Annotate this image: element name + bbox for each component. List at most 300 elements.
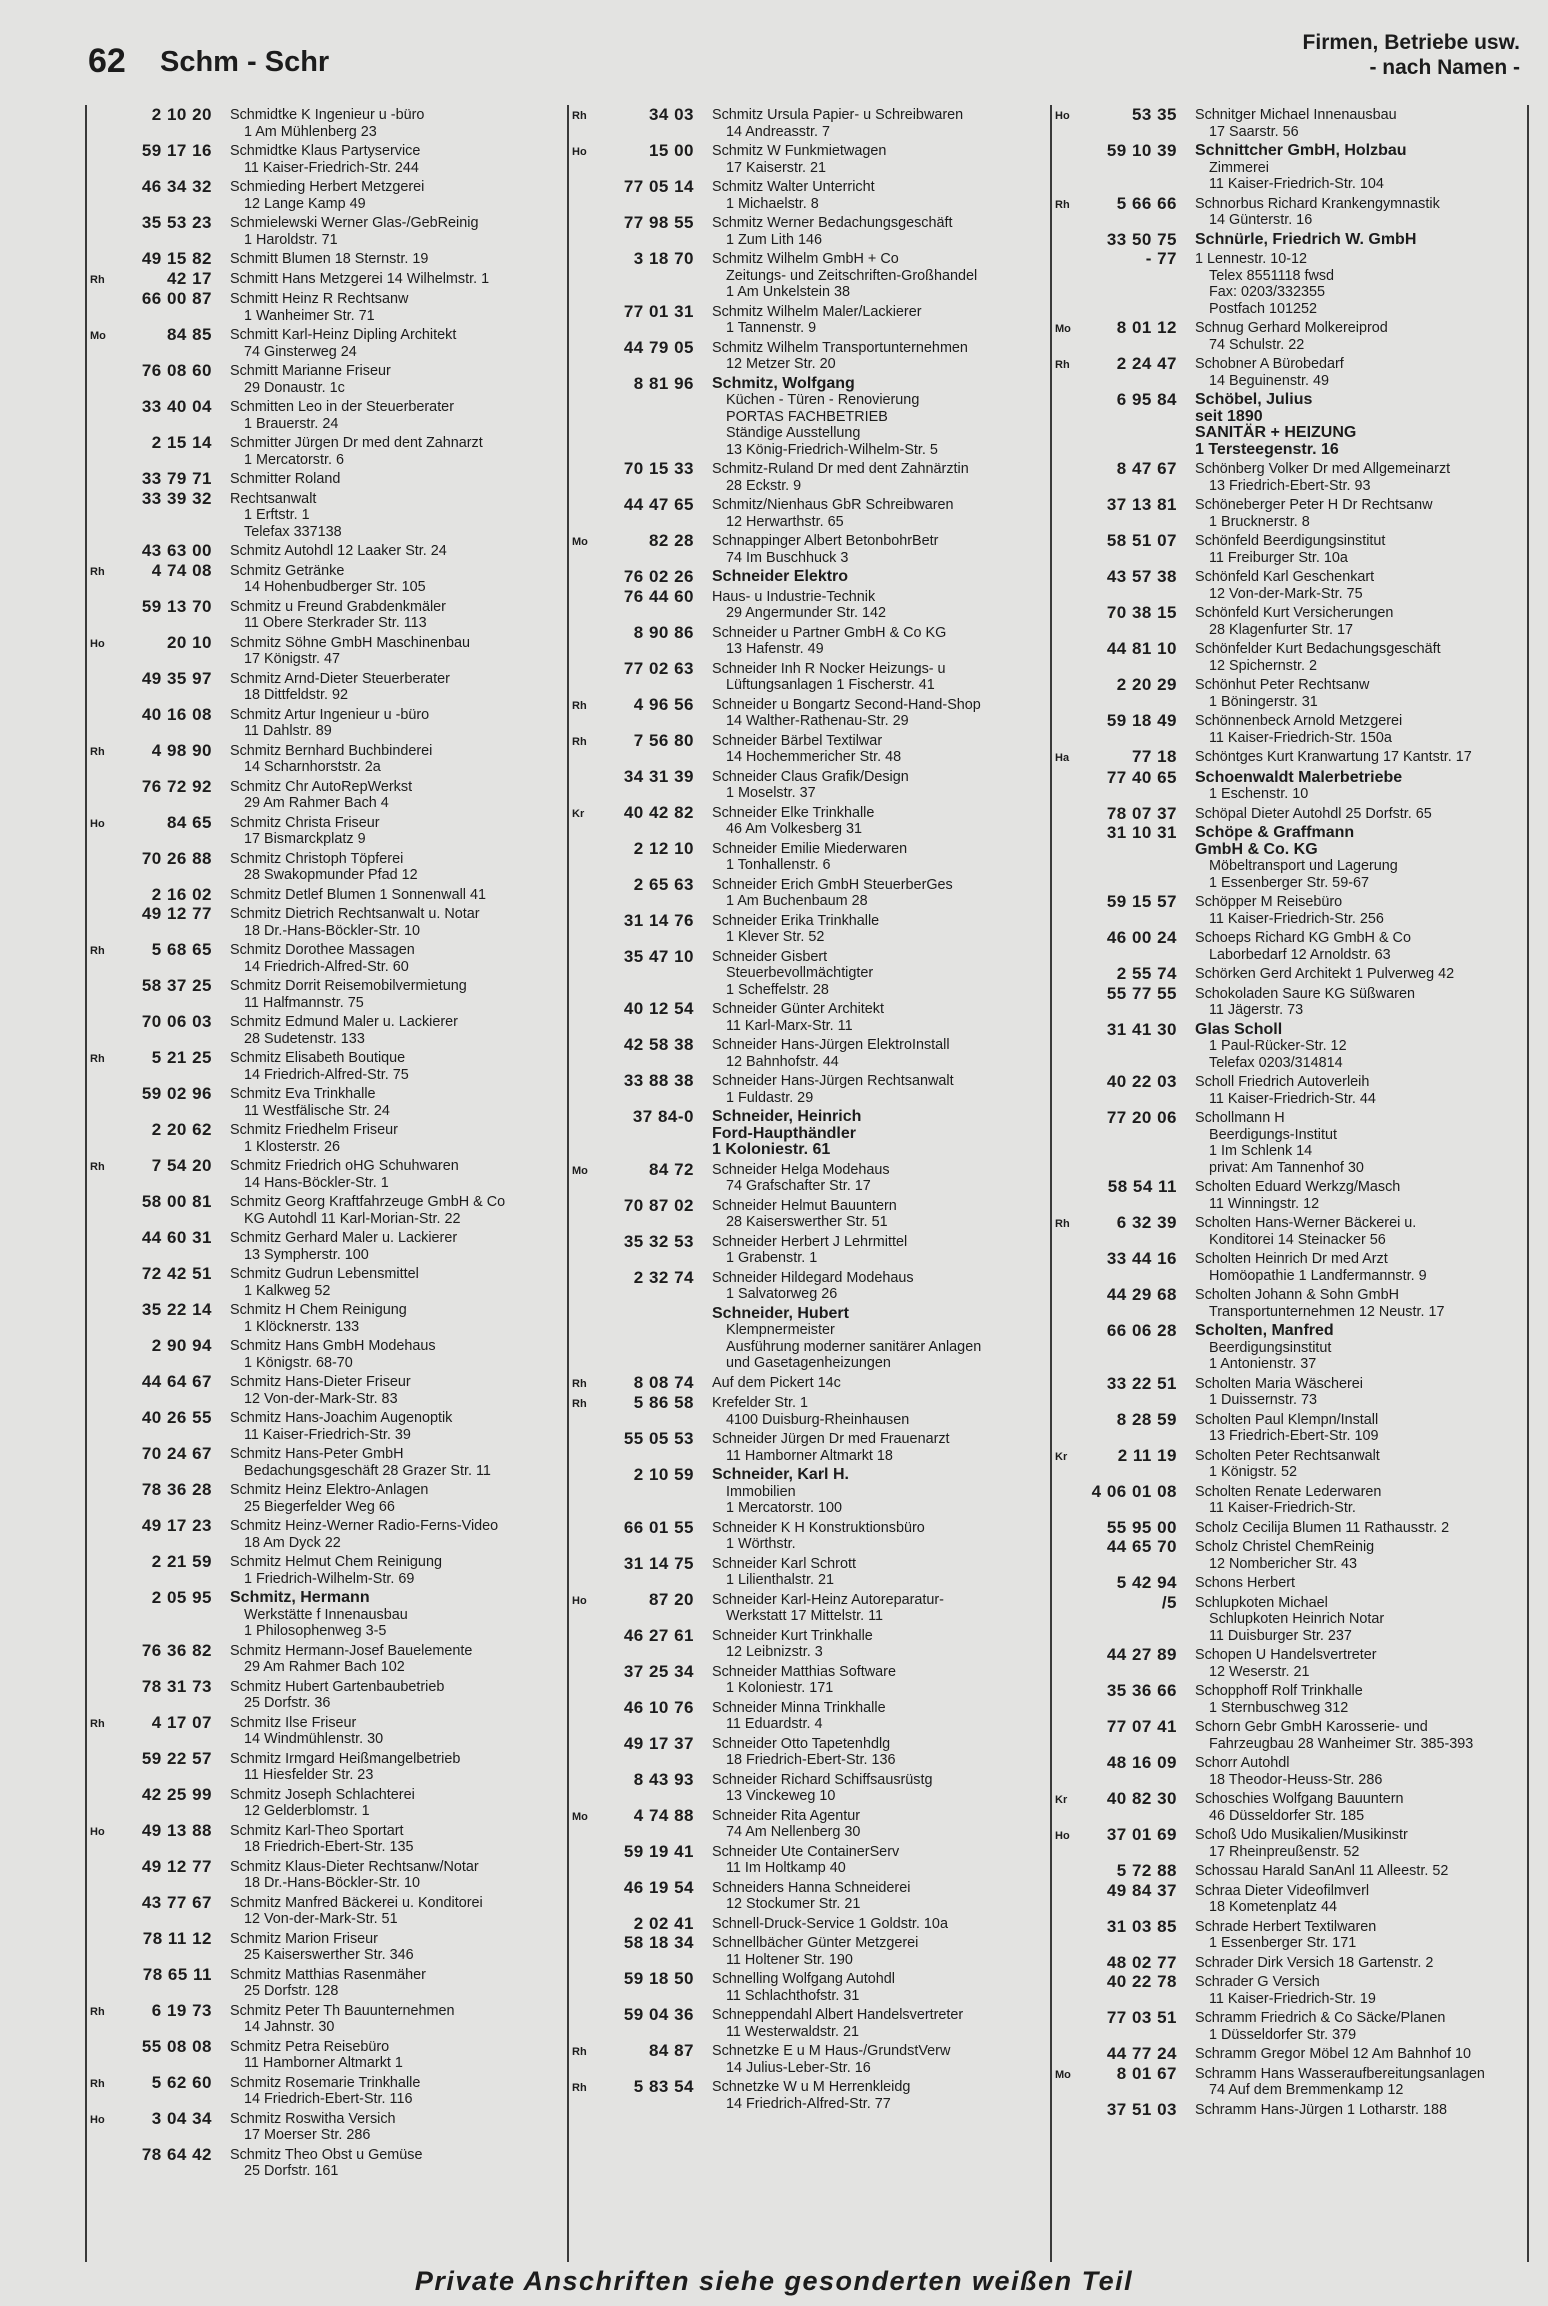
list-item bbox=[87, 1192, 560, 1228]
phone-number: /5 bbox=[1161, 1592, 1177, 1612]
phone-number: 8 01 12 bbox=[1116, 318, 1177, 337]
district-code bbox=[87, 1967, 116, 2000]
entry-line: Bedachungsgeschäft 28 Grazer Str. 11 bbox=[244, 1462, 491, 1479]
phone-number: 42 25 99 bbox=[141, 1784, 212, 1804]
list-item bbox=[1052, 2100, 1527, 2120]
entry-line: 29 Am Rahmer Bach 102 bbox=[244, 1659, 405, 1675]
entry-line: 1 Eschenstr. 10 bbox=[1209, 786, 1309, 802]
entry-details bbox=[230, 635, 560, 668]
entry-line: Telefax 337138 bbox=[244, 523, 342, 540]
entry-line: 28 Klagenfurter Str. 17 bbox=[1209, 621, 1353, 638]
entry-details bbox=[1195, 1919, 1527, 1952]
phone-number: 2 32 74 bbox=[633, 1267, 694, 1287]
entry-line: 11 Holtener Str. 190 bbox=[726, 1951, 853, 1968]
district-code: Rh bbox=[90, 565, 105, 578]
phone-number: 58 18 34 bbox=[623, 1933, 694, 1952]
list-item bbox=[87, 1156, 560, 1192]
entry-details bbox=[230, 1266, 560, 1299]
entry-name: Schneider Günter Architekt bbox=[712, 1001, 884, 1017]
entry-name: Schnelling Wolfgang Autohdl bbox=[712, 1971, 895, 1987]
district-code bbox=[569, 841, 598, 874]
entry-line: 13 Friedrich-Ebert-Str. 109 bbox=[1209, 1428, 1379, 1444]
phone-number: 55 77 55 bbox=[1106, 983, 1177, 1003]
entry-details bbox=[1195, 677, 1527, 710]
entry-line: 74 Grafschafter Str. 17 bbox=[726, 1178, 871, 1194]
entry-details bbox=[712, 376, 1043, 459]
entry-details bbox=[230, 471, 560, 488]
entry-name: Schneider Elke Trinkhalle bbox=[712, 804, 875, 821]
district-code bbox=[87, 1086, 116, 1119]
entry-line: 14 Friedrich-Alfred-Str. 75 bbox=[244, 1066, 409, 1083]
entry-name: Schönfeld Beerdigungsinstitut bbox=[1195, 533, 1386, 549]
entry-details bbox=[712, 1808, 1043, 1841]
entry-details bbox=[230, 1518, 560, 1551]
list-item bbox=[87, 1336, 560, 1372]
list-item bbox=[569, 1969, 1043, 2005]
list-item bbox=[87, 1480, 560, 1516]
entry-line: 11 Hamborner Altmarkt 1 bbox=[244, 2055, 403, 2071]
district-code: Ha bbox=[1055, 752, 1070, 764]
entry-name: Schmitz Marion Friseur bbox=[230, 1930, 378, 1947]
list-item bbox=[87, 1965, 560, 2001]
list-item bbox=[569, 731, 1043, 767]
phone-number: 77 18 bbox=[1131, 747, 1177, 766]
entry-details bbox=[230, 815, 560, 848]
entry-details bbox=[1195, 533, 1527, 566]
list-item bbox=[569, 1734, 1043, 1770]
phone-number: 77 07 41 bbox=[1106, 1717, 1177, 1736]
district-code bbox=[569, 2007, 598, 2040]
phone-number: 44 81 10 bbox=[1106, 639, 1177, 658]
list-item bbox=[569, 1196, 1043, 1232]
entry-line: SANITÄR + HEIZUNG bbox=[1195, 424, 1357, 441]
list-item bbox=[87, 561, 560, 597]
entry-line: 28 Kaiserswerther Str. 51 bbox=[726, 1214, 888, 1230]
entry-details bbox=[1195, 605, 1527, 638]
entry-name: Schmitz Peter Th Bauunternehmen bbox=[230, 2002, 455, 2019]
entry-details bbox=[712, 179, 1043, 212]
district-code bbox=[87, 1014, 116, 1047]
entry-line: 11 Kaiser-Friedrich-Str. 19 bbox=[1209, 1990, 1376, 2007]
district-code: Rh bbox=[1055, 198, 1070, 211]
phone-number: 2 90 94 bbox=[151, 1336, 212, 1355]
list-item bbox=[1052, 1213, 1527, 1249]
entry-details bbox=[712, 304, 1043, 337]
entry-name: Schmitz Heinz-Werner Radio-Ferns-Video bbox=[230, 1518, 499, 1534]
entry-name: Schokoladen Saure KG Süßwaren bbox=[1195, 985, 1415, 1002]
entry-details bbox=[1195, 356, 1527, 389]
list-item bbox=[1052, 1953, 1527, 1973]
phone-number: 33 22 51 bbox=[1106, 1373, 1177, 1393]
entry-details bbox=[230, 1338, 560, 1371]
entry-name: Auf dem Pickert 14c bbox=[712, 1374, 841, 1391]
entry-name: Schmitz Hans-Peter GmbH bbox=[230, 1446, 404, 1462]
district-code bbox=[569, 1736, 598, 1769]
entry-name: Schmitz Joseph Schlachterei bbox=[230, 1786, 415, 1803]
entry-details bbox=[712, 1073, 1043, 1106]
list-item bbox=[569, 1429, 1043, 1465]
entry-line: 17 Saarstr. 56 bbox=[1209, 123, 1299, 140]
entry-details bbox=[230, 1787, 560, 1820]
district-code bbox=[1052, 461, 1081, 494]
entry-details bbox=[1195, 1412, 1527, 1445]
phone-number: 33 44 16 bbox=[1106, 1249, 1177, 1268]
phone-number: 59 22 57 bbox=[141, 1748, 212, 1768]
phone-number: 46 00 24 bbox=[1106, 928, 1177, 947]
district-code: Rh bbox=[572, 2082, 587, 2094]
entry-name: Glas Scholl bbox=[1195, 1020, 1283, 1038]
list-item bbox=[1052, 1108, 1527, 1177]
phone-number: 31 14 76 bbox=[623, 910, 694, 930]
entry-details bbox=[1195, 1448, 1527, 1481]
entry-line: 29 Am Rahmer Bach 4 bbox=[244, 795, 389, 811]
entry-name: Schnellbächer Günter Metzgerei bbox=[712, 1935, 919, 1951]
entry-line: 14 Scharnhorststr. 2a bbox=[244, 759, 381, 775]
entry-details bbox=[712, 107, 1043, 140]
entry-details bbox=[1195, 196, 1527, 229]
list-item bbox=[569, 105, 1043, 141]
phone-number: 40 12 54 bbox=[623, 999, 694, 1018]
phone-number: 84 65 bbox=[166, 812, 212, 832]
phone-number: 2 15 14 bbox=[151, 433, 212, 452]
entry-name: Schmitz Petra Reisebüro bbox=[230, 2038, 390, 2055]
list-item bbox=[1052, 1573, 1527, 1593]
entry-details bbox=[712, 1664, 1043, 1697]
entry-line: 1 Paul-Rücker-Str. 12 bbox=[1209, 1038, 1347, 1054]
entry-name: Krefelder Str. 1 bbox=[712, 1395, 808, 1411]
phone-number: 7 54 20 bbox=[151, 1156, 212, 1175]
phone-number: 5 62 60 bbox=[151, 2072, 212, 2092]
entry-name: Schneider Kurt Trinkhalle bbox=[712, 1627, 873, 1644]
list-item bbox=[87, 1893, 560, 1929]
entry-details bbox=[712, 1628, 1043, 1661]
district-code: Ho bbox=[572, 1594, 587, 1607]
entry-line: Werkstatt 17 Mittelstr. 11 bbox=[726, 1608, 884, 1624]
entry-details bbox=[712, 913, 1043, 946]
entry-details bbox=[712, 1234, 1043, 1267]
entry-line: 11 Kaiser-Friedrich-Str. bbox=[1209, 1500, 1356, 1516]
district-code bbox=[87, 599, 116, 632]
district-code bbox=[87, 1338, 116, 1371]
phone-number: 5 42 94 bbox=[1116, 1573, 1177, 1592]
entry-details bbox=[712, 877, 1043, 910]
entry-details bbox=[230, 887, 560, 904]
list-item bbox=[87, 2145, 560, 2181]
entry-details bbox=[712, 251, 1043, 301]
entry-details bbox=[230, 1446, 560, 1479]
entry-line: 14 Hans-Böckler-Str. 1 bbox=[244, 1174, 389, 1191]
district-code bbox=[87, 1302, 116, 1335]
entry-name: Schmitt Marianne Friseur bbox=[230, 363, 391, 379]
district-code: Rh bbox=[1055, 359, 1070, 371]
district-code bbox=[569, 1001, 598, 1034]
entry-line: Schlupkoten Heinrich Notar bbox=[1209, 1611, 1385, 1627]
list-item bbox=[569, 1465, 1043, 1518]
entry-details bbox=[230, 291, 560, 324]
entry-line: 11 Dahlstr. 89 bbox=[244, 723, 332, 739]
entry-name: Rechtsanwalt bbox=[230, 490, 317, 507]
list-item bbox=[1052, 639, 1527, 675]
phone-number: 4 96 56 bbox=[633, 694, 694, 714]
phone-number: 37 13 81 bbox=[1106, 495, 1177, 514]
entry-name: Schmitz Hans-Joachim Augenoptik bbox=[230, 1410, 453, 1426]
entry-name: Schmitz Chr AutoRepWerkst bbox=[230, 778, 413, 795]
entry-details bbox=[712, 1467, 1043, 1517]
entry-details bbox=[712, 589, 1043, 622]
entry-details bbox=[230, 1931, 560, 1964]
list-item bbox=[1052, 2008, 1527, 2044]
entry-line: GmbH & Co. KG bbox=[1195, 840, 1318, 858]
list-item bbox=[1052, 354, 1527, 390]
district-code bbox=[1052, 1755, 1081, 1788]
district-code bbox=[87, 363, 116, 396]
phone-number: 49 17 37 bbox=[623, 1733, 694, 1753]
list-item bbox=[87, 1408, 560, 1444]
entry-name: Schmitz Arnd-Dieter Steuerberater bbox=[230, 670, 450, 687]
phone-number: 78 36 28 bbox=[141, 1480, 212, 1499]
phone-number: 5 86 58 bbox=[633, 1393, 694, 1412]
entry-line: 12 Lange Kamp 49 bbox=[244, 195, 366, 212]
phone-number: 4 06 01 08 bbox=[1091, 1481, 1177, 1501]
entry-name: Schneider Hildegard Modehaus bbox=[712, 1269, 914, 1286]
entry-name: Schmitz Wilhelm Transportunternehmen bbox=[712, 339, 968, 356]
entry-line: Homöopathie 1 Landfermannstr. 9 bbox=[1209, 1267, 1427, 1284]
district-code bbox=[1052, 677, 1081, 710]
district-code bbox=[569, 625, 598, 658]
list-item bbox=[1052, 804, 1527, 824]
entry-details bbox=[1195, 713, 1527, 746]
phone-number: 31 14 75 bbox=[623, 1553, 694, 1573]
entry-name: Schmitt Karl-Heinz Dipling Architekt bbox=[230, 327, 457, 343]
entry-name: Schmitz H Chem Reinigung bbox=[230, 1302, 407, 1318]
entry-details bbox=[1195, 1955, 1527, 1972]
list-item bbox=[569, 1770, 1043, 1806]
district-code bbox=[87, 491, 116, 541]
entry-line: Laborbedarf 12 Arnoldstr. 63 bbox=[1209, 946, 1391, 963]
entry-name: Schmidtke Klaus Partyservice bbox=[230, 143, 421, 159]
district-code bbox=[87, 1859, 116, 1892]
district-code bbox=[569, 340, 598, 373]
entry-details bbox=[712, 1162, 1043, 1195]
entry-name: Schmitz, Wolfgang bbox=[712, 374, 855, 392]
phone-number: 49 15 82 bbox=[141, 249, 212, 268]
entry-line: 1 Klöcknerstr. 133 bbox=[244, 1318, 360, 1335]
entry-line: 1 Scheffelstr. 28 bbox=[726, 981, 829, 998]
district-code: Rh bbox=[572, 699, 587, 712]
entry-details bbox=[712, 215, 1043, 248]
district-code bbox=[1052, 1883, 1081, 1916]
column-2 bbox=[567, 105, 1043, 2262]
district-code: Ho bbox=[90, 1825, 105, 1838]
list-item bbox=[1052, 1072, 1527, 1108]
phone-number: 55 08 08 bbox=[141, 2036, 212, 2056]
entry-details bbox=[230, 179, 560, 212]
entry-details bbox=[712, 1935, 1043, 1968]
entry-line: 4100 Duisburg-Rheinhausen bbox=[726, 1411, 910, 1428]
entry-line: 13 Friedrich-Ebert-Str. 93 bbox=[1209, 477, 1371, 494]
list-item bbox=[87, 1821, 560, 1857]
entry-details bbox=[230, 743, 560, 776]
entry-line: 11 Westerwaldstr. 21 bbox=[726, 2023, 860, 2040]
phone-number: 77 01 31 bbox=[623, 301, 694, 321]
phone-number: 59 18 49 bbox=[1106, 711, 1177, 730]
district-code: Rh bbox=[572, 1377, 587, 1390]
list-item bbox=[569, 587, 1043, 623]
district-code: Mo bbox=[572, 536, 588, 548]
entry-line: Fahrzeugbau 28 Wanheimer Str. 385-393 bbox=[1209, 1735, 1474, 1752]
phone-number: 8 28 59 bbox=[1116, 1409, 1177, 1429]
entry-name: Schmitz Manfred Bäckerei u. Konditorei bbox=[230, 1894, 483, 1911]
entry-details bbox=[1195, 251, 1527, 317]
district-code: Kr bbox=[1055, 1794, 1068, 1806]
entry-details bbox=[1195, 1110, 1527, 1176]
district-code bbox=[87, 251, 116, 268]
entry-details bbox=[230, 327, 560, 360]
entry-name: Schmidtke K Ingenieur u -büro bbox=[230, 107, 425, 123]
entry-name: Schopphoff Rolf Trinkhalle bbox=[1195, 1683, 1363, 1699]
district-code bbox=[1052, 1074, 1081, 1107]
entry-name: Schmitt Blumen 18 Sternstr. 19 bbox=[230, 251, 429, 267]
entry-details bbox=[230, 271, 560, 289]
entry-line: 13 Sympherstr. 100 bbox=[244, 1246, 369, 1263]
phone-number: 3 18 70 bbox=[633, 249, 694, 268]
district-code bbox=[569, 304, 598, 337]
district-code bbox=[87, 1643, 116, 1676]
phone-number: 31 10 31 bbox=[1106, 823, 1177, 842]
phone-number: 2 24 47 bbox=[1116, 354, 1177, 373]
entry-details bbox=[230, 942, 560, 975]
district-code: Kr bbox=[572, 807, 585, 820]
section-title-line1: Firmen, Betriebe usw. bbox=[1302, 31, 1520, 54]
list-item bbox=[87, 669, 560, 705]
entry-line: 12 Herwarthstr. 65 bbox=[726, 513, 844, 530]
entry-name: Schnetzke W u M Herrenkleidg bbox=[712, 2079, 911, 2095]
entry-details bbox=[712, 949, 1043, 999]
entry-name: Schrade Herbert Textilwaren bbox=[1195, 1918, 1377, 1935]
entry-name: Schnug Gerhard Molkereiprod bbox=[1195, 320, 1388, 336]
phone-number: 44 64 67 bbox=[141, 1372, 212, 1391]
entry-line: 11 Westfälische Str. 24 bbox=[244, 1102, 390, 1119]
entry-details bbox=[1195, 1251, 1527, 1284]
phone-number: 59 17 16 bbox=[141, 141, 212, 160]
list-item bbox=[569, 459, 1043, 495]
list-item bbox=[1052, 249, 1527, 318]
phone-number: 20 10 bbox=[166, 632, 212, 652]
district-code bbox=[1052, 770, 1081, 803]
phone-number: 2 10 20 bbox=[151, 105, 212, 124]
entry-name: Schmitz W Funkmietwagen bbox=[712, 143, 887, 159]
entry-details bbox=[230, 1823, 560, 1856]
entry-name: Schörken Gerd Architekt 1 Pulverweg 42 bbox=[1195, 966, 1455, 982]
list-item bbox=[87, 177, 560, 213]
phone-number: 59 15 57 bbox=[1106, 892, 1177, 911]
district-code bbox=[569, 1109, 598, 1159]
list-item bbox=[87, 361, 560, 397]
list-item bbox=[87, 849, 560, 885]
entry-name: Schons Herbert bbox=[1195, 1575, 1295, 1591]
entry-name: Schneppendahl Albert Handelsvertreter bbox=[712, 2007, 964, 2023]
phone-number: 4 74 08 bbox=[151, 560, 212, 580]
entry-details bbox=[712, 1395, 1043, 1428]
district-code bbox=[1052, 497, 1081, 530]
entry-line: 1 Am Buchenbaum 28 bbox=[726, 893, 868, 909]
district-code bbox=[87, 1266, 116, 1299]
phone-number: 40 16 08 bbox=[141, 704, 212, 724]
district-code bbox=[569, 1520, 598, 1553]
phone-number: 2 10 59 bbox=[633, 1465, 694, 1484]
entry-details bbox=[230, 779, 560, 812]
entry-name: Schlupkoten Michael bbox=[1195, 1594, 1328, 1611]
entry-line: privat: Am Tannenhof 30 bbox=[1209, 1159, 1364, 1176]
list-item bbox=[1052, 194, 1527, 230]
entry-name: Schmitz Walter Unterricht bbox=[712, 179, 875, 195]
entry-line: 1 Zum Lith 146 bbox=[726, 231, 822, 248]
entry-name: Schmitz Friedhelm Friseur bbox=[230, 1122, 398, 1138]
phone-number: 78 65 11 bbox=[142, 1964, 212, 1984]
phone-number: 2 55 74 bbox=[1116, 964, 1177, 983]
entry-line: 14 Hohenbudberger Str. 105 bbox=[244, 579, 426, 595]
entry-name: Schmitz Gudrun Lebensmittel bbox=[230, 1266, 419, 1282]
district-code bbox=[1052, 1520, 1081, 1537]
phone-number: 8 01 67 bbox=[1116, 2063, 1177, 2083]
phone-number: 2 20 62 bbox=[151, 1120, 212, 1139]
entry-name: Scholten Renate Lederwaren bbox=[1195, 1483, 1382, 1500]
district-code bbox=[87, 1446, 116, 1479]
entry-details bbox=[712, 569, 1043, 586]
list-item bbox=[1052, 1482, 1527, 1518]
phone-number: 37 25 34 bbox=[623, 1661, 694, 1681]
district-code: Rh bbox=[90, 273, 105, 286]
list-item bbox=[569, 338, 1043, 374]
entry-name: Schmitz Dorothee Massagen bbox=[230, 942, 415, 958]
phone-number: 59 13 70 bbox=[141, 596, 212, 616]
entry-line: 74 Schulstr. 22 bbox=[1209, 336, 1305, 353]
district-code bbox=[87, 1751, 116, 1784]
entry-line: Ford-Haupthändler bbox=[712, 1124, 856, 1142]
entry-details bbox=[230, 1859, 560, 1892]
entry-line: 1 Antonienstr. 37 bbox=[1209, 1356, 1317, 1372]
list-item bbox=[1052, 964, 1527, 984]
entry-line: 11 Eduardstr. 4 bbox=[726, 1716, 823, 1732]
entry-details bbox=[230, 1643, 560, 1676]
entry-details bbox=[712, 1001, 1043, 1034]
entry-line: 12 Von-der-Mark-Str. 51 bbox=[244, 1911, 398, 1927]
entry-line: 18 Friedrich-Ebert-Str. 135 bbox=[244, 1839, 414, 1855]
district-code bbox=[1052, 1179, 1081, 1212]
district-code bbox=[87, 1230, 116, 1263]
district-code bbox=[569, 1628, 598, 1661]
phone-number: 6 19 73 bbox=[151, 2000, 212, 2020]
list-item bbox=[569, 2005, 1043, 2041]
entry-line: 14 Jahnstr. 30 bbox=[244, 2019, 335, 2035]
entry-line: 46 Am Volkesberg 31 bbox=[726, 821, 863, 837]
district-code bbox=[87, 671, 116, 704]
phone-number: 8 08 74 bbox=[633, 1372, 694, 1392]
phone-number: 49 17 23 bbox=[141, 1516, 212, 1535]
entry-line: 1 Klosterstr. 26 bbox=[244, 1138, 340, 1155]
entry-name: Schneider Richard Schiffsausrüstg bbox=[712, 1771, 933, 1788]
list-item bbox=[87, 1012, 560, 1048]
entry-line: 11 Obere Sterkrader Str. 113 bbox=[244, 615, 427, 631]
entry-line: Möbeltransport und Lagerung bbox=[1209, 858, 1398, 874]
entry-name: Scholten Hans-Werner Bäckerei u. bbox=[1195, 1215, 1417, 1231]
list-item bbox=[569, 495, 1043, 531]
district-code bbox=[87, 399, 116, 432]
directory-columns bbox=[85, 105, 1525, 2262]
phone-number: 70 06 03 bbox=[141, 1012, 212, 1031]
list-item bbox=[1052, 603, 1527, 639]
entry-details bbox=[1195, 2066, 1527, 2099]
